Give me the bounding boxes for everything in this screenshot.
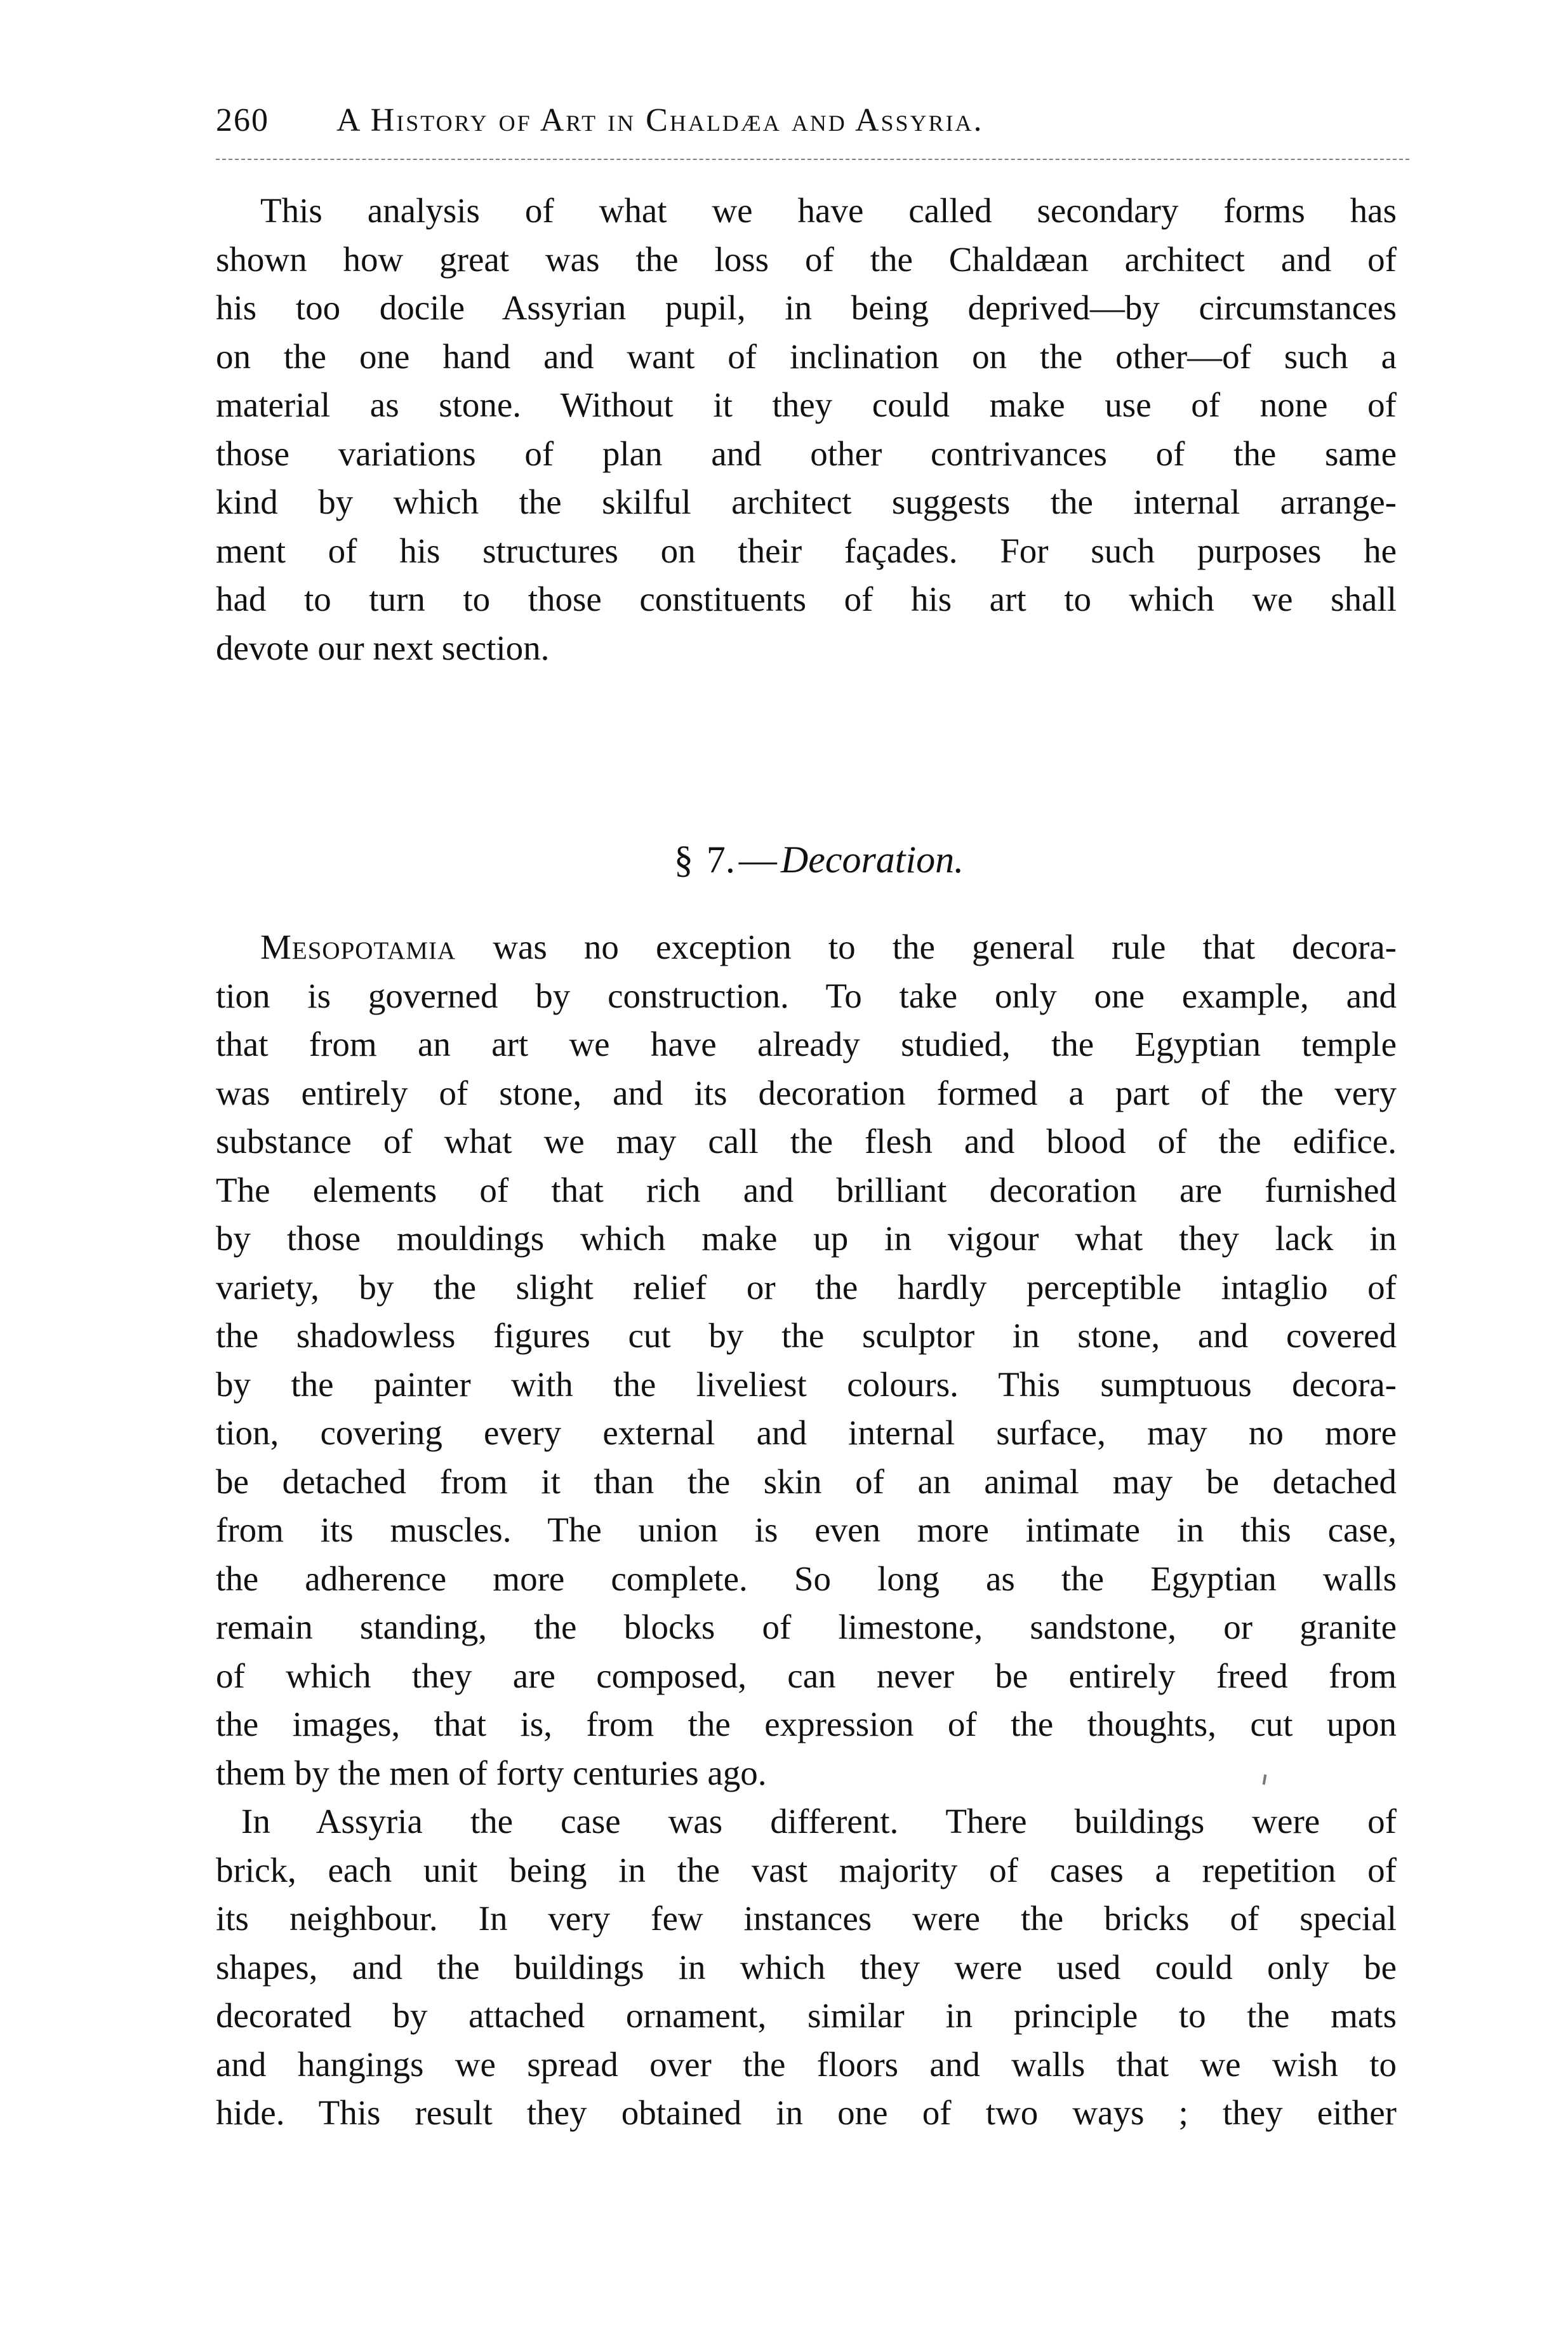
text-line: was entirely of stone, and its decoration formed a part of the very	[216, 1073, 1397, 1112]
text-line: the images, that is, from the expression of the thoughts, cut upon	[216, 1705, 1397, 1743]
text-line: those variations of plan and other contrivances of the same	[216, 434, 1397, 473]
text-line: hide. This result they obtained in one of two ways ; they either	[216, 2093, 1397, 2132]
text-line: be detached from it than the skin of an animal may be detached	[216, 1462, 1397, 1501]
text-line: The elements of that rich and brilliant decoration are furnished	[216, 1170, 1397, 1209]
text-line	[216, 923, 1397, 972]
text-line: the shadowless figures cut by the sculptor in stone, and covered	[216, 1316, 1397, 1355]
paragraph-secondary-forms	[216, 187, 1397, 672]
text-line: In Assyria the case was different. There buildings were of	[241, 1802, 1397, 1841]
text-line: shown how great was the loss of the Chaldæan architect and of	[216, 239, 1397, 279]
section-heading	[216, 834, 1397, 885]
paragraph	[216, 1797, 1397, 2138]
text-line: brick, each unit being in the vast majority of cases a repetition of	[216, 1850, 1397, 1889]
text-line: shapes, and the buildings in which they were used could only be	[216, 1947, 1397, 1987]
header-rule	[216, 159, 1409, 160]
text-line: his too docile Assyrian pupil, in being deprived—by circumstances	[216, 288, 1397, 327]
text-line: by the painter with the liveliest colours. This sumptuous decora-	[216, 1364, 1397, 1404]
text-line: its neighbour. In very few instances were the bricks of special	[216, 1899, 1397, 1938]
paragraph-assyria	[216, 1797, 1397, 2138]
text-line: from its muscles. The union is even more intimate in this case,	[216, 1510, 1397, 1549]
text-line: on the one hand and want of inclination on the other—of such a	[216, 336, 1397, 376]
text-line: material as stone. Without it they could make use of none of	[216, 385, 1397, 424]
paragraph-mesopotamia	[216, 923, 1397, 1797]
text-line: variety, by the slight relief or the hardly perceptible intaglio of	[216, 1267, 1397, 1307]
text-line: of which they are composed, can never be entirely freed from	[216, 1656, 1397, 1695]
running-title: A History of Art in Chaldæa and Assyria.	[336, 102, 984, 138]
page-number: 260	[216, 102, 269, 138]
section-number: 7.	[706, 839, 735, 881]
text-line: them by the men of forty centuries ago.	[216, 1753, 767, 1792]
section-dash: —	[738, 839, 777, 881]
text-line: ment of his structures on their façades. For such purposes he	[216, 531, 1397, 570]
text-line: decorated by attached ornament, similar in principle to the mats	[216, 1996, 1397, 2035]
text-line: devote our next section.	[216, 628, 550, 667]
text-line: tion, covering every external and internal surface, may no more	[216, 1413, 1397, 1452]
text-fragment: was no exception to the general rule that decora-	[456, 928, 1397, 966]
text-line: the adherence more complete. So long as the Egyptian walls	[216, 1559, 1397, 1598]
paragraph	[216, 923, 1397, 1797]
text-line: remain standing, the blocks of limestone, sandstone, or granite	[216, 1608, 1397, 1646]
text-line: that from an art we have already studied, the Egyptian temple	[216, 1025, 1397, 1063]
text-line: by those mouldings which make up in vigour what they lack in	[216, 1219, 1397, 1258]
section-title: Decoration.	[780, 839, 964, 881]
paragraph	[216, 187, 1397, 672]
text-line: had to turn to those constituents of his art to which we shall	[216, 580, 1397, 618]
text-line: kind by which the skilful architect suggests the internal arrange-	[216, 483, 1397, 521]
text-line: substance of what we may call the flesh and blood of the edifice.	[216, 1122, 1397, 1161]
text-line: This analysis of what we have called secondary forms has	[260, 191, 1397, 230]
running-head	[216, 95, 1397, 146]
text-line: and hangings we spread over the floors and walls that we wish to	[216, 2044, 1397, 2084]
section-symbol: §	[674, 839, 693, 881]
text-line: tion is governed by construction. To take only one example, and	[216, 976, 1397, 1015]
lead-word: Mesopotamia	[260, 928, 456, 966]
book-page	[216, 95, 1397, 2138]
